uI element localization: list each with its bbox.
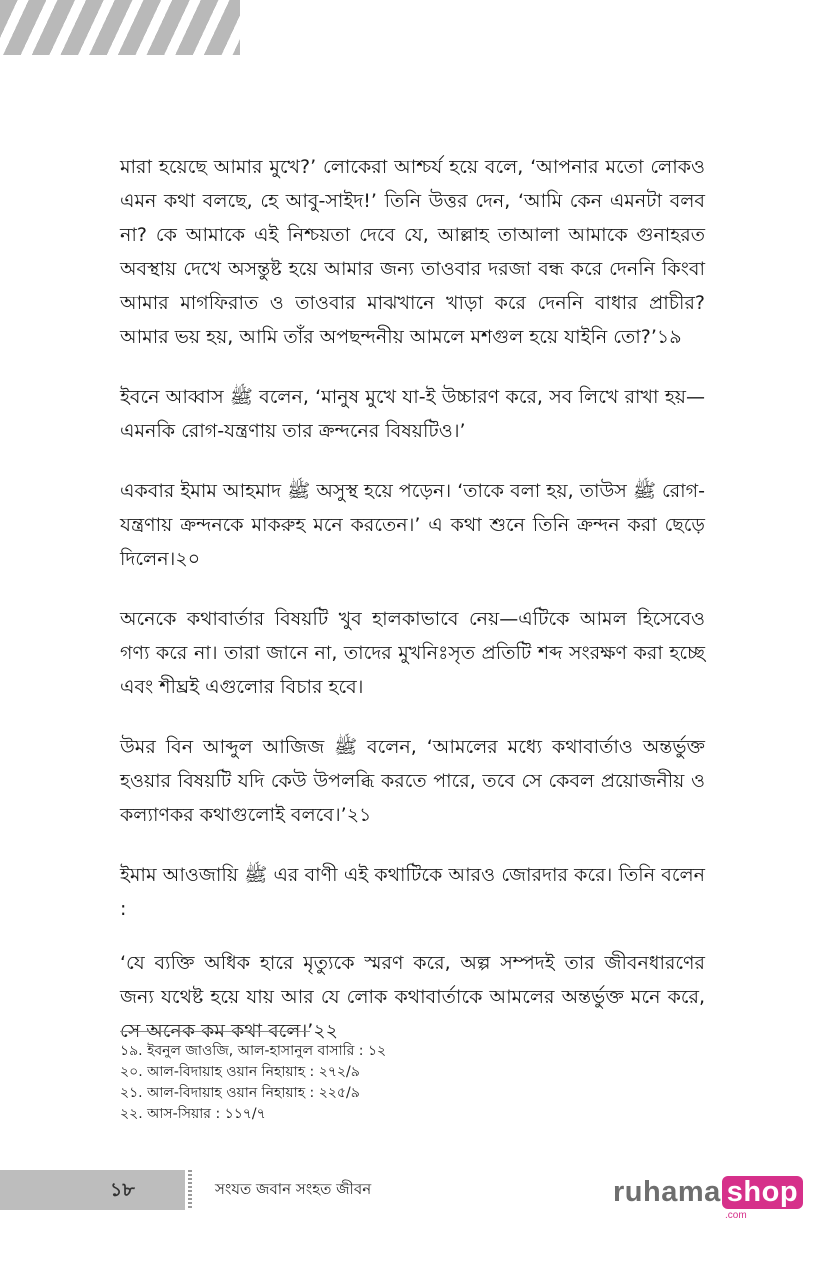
main-text [120, 150, 705, 1074]
paragraph: ইমাম আওজায়ি ﷺ এর বাণী এই কথাটিকে আরও জোরদার করে। তিনি বলেন : [120, 864, 705, 920]
running-book-title: সংযত জবান সংহত জীবন [215, 1180, 372, 1198]
brand-domain: .com [725, 1210, 747, 1221]
footnotes [120, 1041, 520, 1125]
brand-shop-badge: shop [722, 1176, 803, 1209]
footer-bar [0, 1170, 185, 1210]
footnote-divider [120, 1031, 310, 1032]
quote-paragraph: ‘যে ব্যক্তি অধিক হারে মৃত্যুকে স্মরণ করে, অল্প সম্পদই তার জীবনধারণের জন্য যথেষ্ট হয়ে যায় আর যে লোক কথাবার্তাকে আমলের অন্তর্ভুক্ত মনে করে, সে অনেক কম কথা বলে।’২২ [120, 952, 705, 1042]
paragraph: মারা হয়েছে আমার মুখে?’ লোকেরা আশ্চর্য হয়ে বলে, ‘আপনার মতো লোকও এমন কথা বলছে, হে আবু-সাইদ!’ তিনি উত্তর দেন, ‘আমি কেন এমনটা বলব না? কে আমাকে এই নিশ্চয়তা দেবে যে, আল্লাহ তাআলা আমাকে গুনাহরত অবস্থায় দেখে অসন্তুষ্ট হয়ে আমার জন্য তাওবার দরজা বন্ধ করে দেননি কিংবা আমার মাগফিরাত ও তাওবার মাঝখানে খাড়া করে দেননি বাধার প্রাচীর? আমার ভয় হয়, আমি তাঁর অপছন্দনীয় আমলে মশগুল হয়ে যাইনি তো?’১৯ [120, 156, 705, 348]
page-number: ১৮ [110, 1179, 135, 1201]
brand-name: ruhama [613, 1176, 721, 1208]
paragraph: অনেকে কথাবার্তার বিষয়টি খুব হালকাভাবে নেয়—এটিকে আমল হিসেবেও গণ্য করে না। তারা জানে না, তাদের মুখনিঃসৃত প্রতিটি শব্দ সংরক্ষণ করা হচ্ছে এবং শীঘ্রই এগুলোর বিচার হবে। [120, 608, 705, 698]
footnote: ১৯. ইবনুল জাওজি, আল-হাসানুল বাসারি : ১২ [120, 1043, 387, 1059]
footnote: ২১. আল-বিদায়াহ ওয়ান নিহায়াহ : ২২৫/৯ [120, 1085, 360, 1101]
footer-dotted-separator [188, 1170, 192, 1210]
footnote: ২০. আল-বিদায়াহ ওয়ান নিহায়াহ : ২৭২/৯ [120, 1064, 360, 1080]
header-stripes-decoration [0, 0, 240, 55]
footnote: ২২. আস-সিয়ার : ১১৭/৭ [120, 1106, 266, 1122]
brand-logo [613, 1176, 803, 1221]
paragraph: উমর বিন আব্দুল আজিজ ﷺ বলেন, ‘আমলের মধ্যে কথাবার্তাও অন্তর্ভুক্ত হওয়ার বিষয়টি যদি কেউ উপলব্ধি করতে পারে, তবে সে কেবল প্রয়োজনীয় ও কল্যাণকর কথাগুলোই বলবে।’২১ [120, 736, 706, 826]
paragraph: একবার ইমাম আহমাদ ﷺ অসুস্থ হয়ে পড়েন। ‘তাকে বলা হয়, তাউস ﷺ রোগ-যন্ত্রণায় ক্রন্দনকে মাকরুহ মনে করতেন।’ এ কথা শুনে তিনি ক্রন্দন করা ছেড়ে দিলেন।২০ [120, 480, 705, 570]
paragraph: ইবনে আব্বাস ﷺ বলেন, ‘মানুষ মুখে যা-ই উচ্চারণ করে, সব লিখে রাখা হয়—এমনকি রোগ-যন্ত্রণায় তার ক্রন্দনের বিষয়টিও।’ [120, 386, 705, 442]
